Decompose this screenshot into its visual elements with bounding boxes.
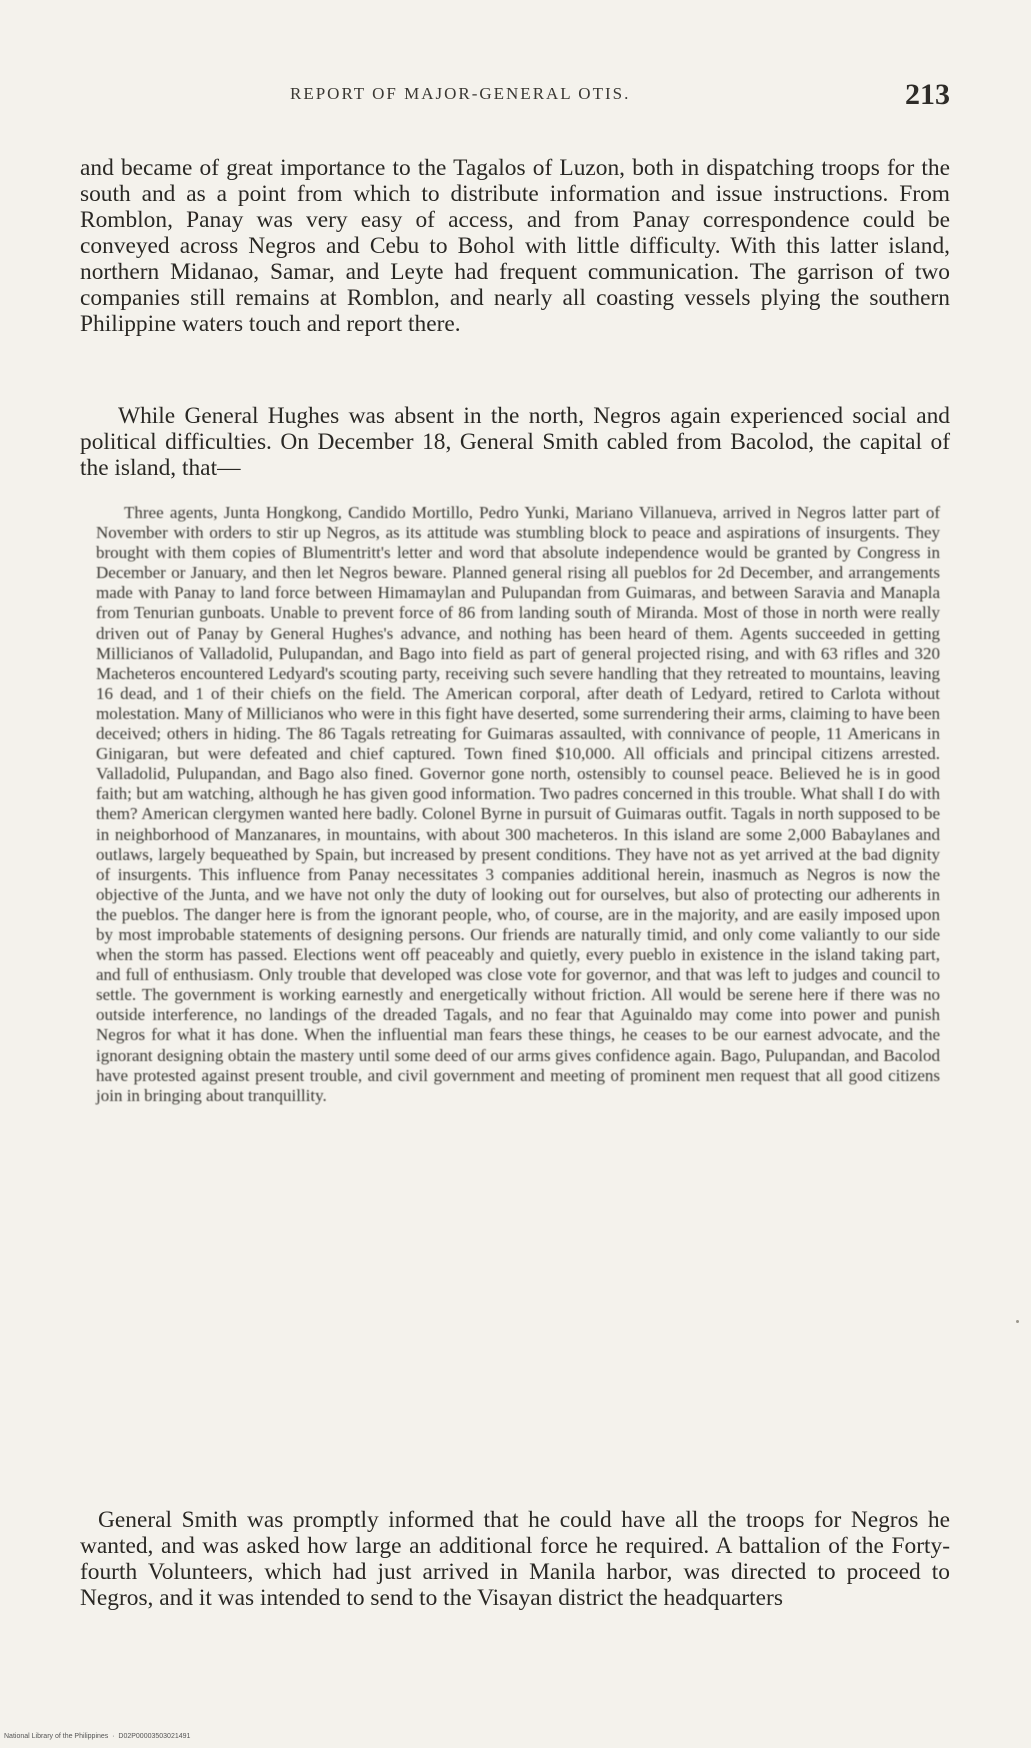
page-number: 213 [905, 78, 950, 111]
body-paragraph-1: and became of great importance to the Tagalos of Luzon, both in dispatching troops for the south and as a point from which to distribute information and issue instructions. From Romblon, Panay was very easy of access, and from Panay correspondence could be conveyed across Negros and Cebu to Bohol with little difficulty. With this latter island, northern Midanao, Samar, and Leyte had frequent communication. The garrison of two companies still remains at Romblon, and nearly all coasting vessels plying the southern Philippine waters touch and report there. [80, 155, 950, 338]
scan-footer-label: National Library of the Philippines · D02P00003503021491 [4, 1733, 191, 1740]
block-quote: Three agents, Junta Hongkong, Candido Mortillo, Pedro Yunki, Mariano Villanueva, arrived in Negros latter part of November with orders to stir up Negros, as its attitude was stumbling block to peace and aspirations of insurgents. They brought with them copies of Blumentritt's letter and word that absolute independence would be granted by Congress in December or January, and then let Negros beware. Planned general rising all pueblos for 2d December, and arrangements made with Panay to land force between Himamaylan and Pulupandan from Guimaras, and between Saravia and Manapla from Tenurian gunboats. Unable to prevent force of 86 from landing south of Miranda. Most of those in north were really driven out of Panay by General Hughes's advance, and nothing has been heard of them. Agents succeeded in getting Millicianos of Valladolid, Pulupandan, and Bago into field as part of general projected rising, and with 63 rifles and 320 Macheteros encountered Ledyard's scouting party, receiving such severe handling that they retreated to mountains, leaving 16 dead, and 1 of their chiefs on the field. The American corporal, after death of Ledyard, retired to Carlota without molestation. Many of Millicianos who were in this fight have deserted, some surrendering their arms, claiming to have been deceived; others in hiding. The 86 Tagals retreating for Guimaras assaulted, with connivance of people, 11 Americans in Ginigaran, but were defeated and chief captured. Town fined $10,000. All officials and principal citizens arrested. Valladolid, Pulupandan, and Bago also fined. Governor gone north, ostensibly to counsel peace. Believed he is in good faith; but am watching, although he has given good information. Two padres concerned in this trouble. What shall I do with them? American clergymen wanted here badly. Colonel Byrne in pursuit of Guimaras outfit. Tagals in north supposed to be in neighborhood of Manzanares, in mountains, with about 300 macheteros. In this island are some 2,000 Babaylanes and outlaws, largely bequeathed by Spain, but increased by present conditions. They have not as yet arrived at the bad dignity of insurgents. This influence from Panay necessitates 3 companies additional herein, inasmuch as Negros is now the objective of the Junta, and we have not only the duty of looking out for ourselves, but also of protecting our adherents in the pueblos. The danger here is from the ignorant people, who, of course, are in the majority, and are easily imposed upon by most improbable statements of designing persons. Our friends are naturally timid, and only come valiantly to our side when the storm has passed. Elections went off peaceably and quietly, every pueblo in existence in the island taking part, and full of enthusiasm. Only trouble that developed was close vote for governor, and that was left to judges and council to settle. The government is working earnestly and energetically without friction. All would be serene here if there was no outside interference, no landings of the dreaded Tagals, and no fear that Aguinaldo may come into power and punish Negros for what it has done. When the influential man fears these things, he ceases to be our earnest advocate, and the ignorant designing obtain the mastery until some deed of our arms gives confidence again. Bago, Pulupandan, and Bacolod have protested against present trouble, and civil government and meeting of prominent men request that all good citizens join in bringing about tranquillity. [96, 503, 940, 1105]
body-paragraph-2: While General Hughes was absent in the north, Negros again experienced social and political difficulties. On December 18, General Smith cabled from Bacolod, the capital of the island, that— [80, 403, 950, 482]
scan-speck [1016, 1320, 1019, 1323]
running-head: REPORT OF MAJOR-GENERAL OTIS. [290, 84, 631, 103]
body-paragraph-3: General Smith was promptly informed that he could have all the troops for Negros he wanted, and was asked how large an additional force he required. A battalion of the Forty-fourth Volunteers, which had just arrived in Manila harbor, was directed to proceed to Negros, and it was intended to send to the Visayan district the headquarters [80, 1507, 950, 1612]
page-header [80, 78, 950, 118]
